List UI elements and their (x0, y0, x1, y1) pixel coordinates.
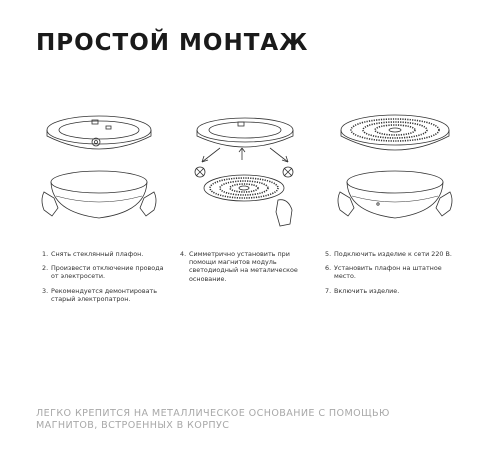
lamp-assembled-icon (330, 100, 460, 235)
step-number: 5. (325, 250, 332, 258)
step-text: Произвести отключение провода от электросети. (51, 264, 164, 281)
install-led-module-illustration (180, 100, 310, 235)
footer-note (36, 408, 390, 432)
step-number: 2. (42, 264, 49, 273)
step-item (325, 264, 465, 280)
step-text: Симметрично установить при помощи магнитов модуль светодиодный на металическое основание. (189, 250, 298, 283)
step-number: 7. (325, 286, 332, 295)
step-text: Включить изделие. (334, 286, 400, 295)
steps-column-3 (325, 250, 465, 301)
remove-shade-illustration (34, 100, 164, 235)
step-number: 1. (42, 250, 49, 258)
page-title: ПРОСТОЙ МОНТАЖ (36, 30, 309, 56)
step-number: 4. (180, 250, 187, 258)
step-item (42, 264, 167, 280)
steps-column-1 (42, 250, 167, 309)
footer-line-2: МАГНИТОВ, ВСТРОЕННЫХ В КОРПУС (36, 420, 230, 431)
assembled-lamp-illustration (330, 100, 460, 235)
step-text: Установить плафон на штатное место. (334, 264, 442, 281)
lamp-removal-icon (34, 100, 164, 235)
steps-column-2 (180, 250, 298, 289)
step-item (325, 287, 465, 295)
step-number: 6. (325, 264, 332, 273)
step-item (42, 287, 167, 303)
step-item (325, 250, 465, 258)
step-item (180, 250, 298, 283)
step-item (42, 250, 167, 258)
step-text: Снять стеклянный плафон. (51, 250, 144, 258)
led-module-icon (180, 100, 310, 235)
step-text: Рекомендуется демонтировать старый электропатрон. (51, 286, 158, 303)
footer-line-1: ЛЕГКО КРЕПИТСЯ НА МЕТАЛЛИЧЕСКОЕ ОСНОВАНИЕ С ПОМОЩЬЮ (36, 408, 390, 419)
step-text: Подключить изделие к сети 220 В. (334, 250, 452, 258)
step-number: 3. (42, 286, 49, 295)
